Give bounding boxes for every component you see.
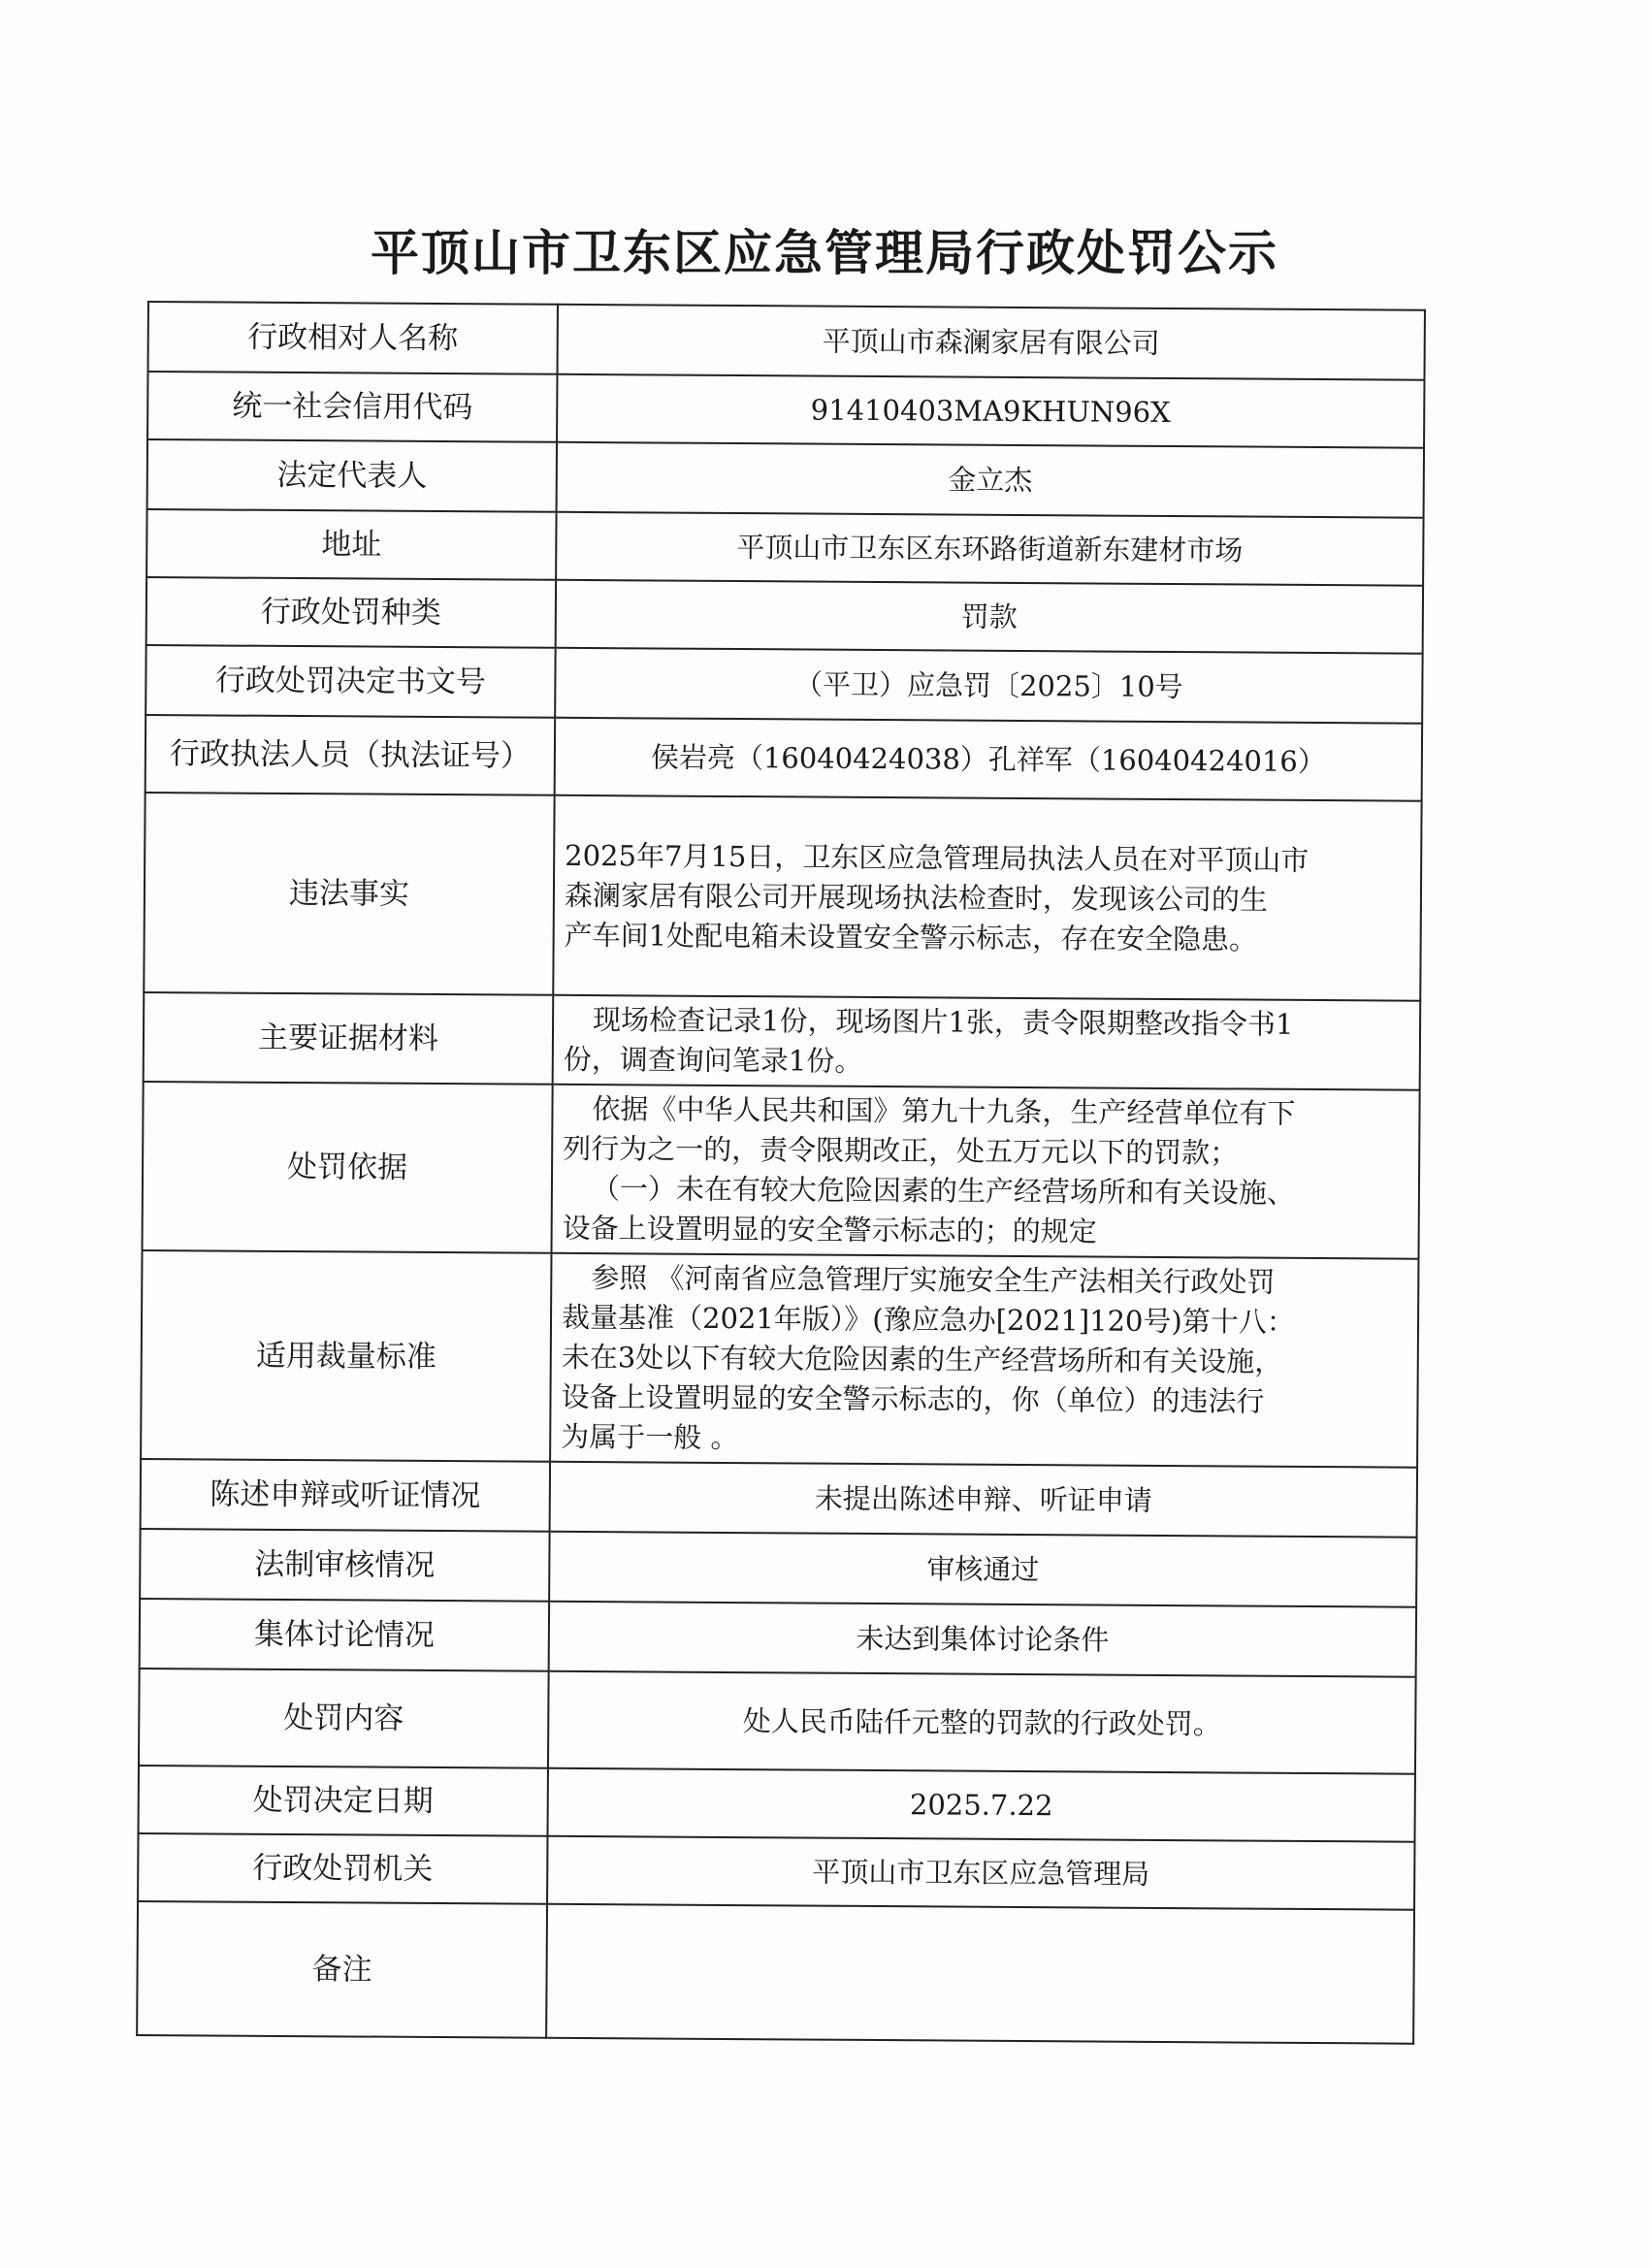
paragraph-line: （一）未在有较大危险因素的生产经营场所和有关设施、 — [591, 1172, 1296, 1210]
row-value-decision-number: （平卫）应急罚〔2025〕10号 — [555, 648, 1422, 724]
row-label-address: 地址 — [146, 509, 556, 580]
row-label-party-name: 行政相对人名称 — [148, 302, 558, 374]
table-row — [146, 577, 1423, 654]
table-row — [137, 1901, 1414, 2044]
row-label-penalty-type: 行政处罚种类 — [146, 577, 556, 648]
row-label-violation-facts: 违法事实 — [144, 793, 554, 995]
row-value-legal-rep: 金立杰 — [557, 442, 1424, 518]
row-value-statement-hearing: 未提出陈述申辩、听证申请 — [550, 1462, 1417, 1538]
table-row — [144, 992, 1421, 1090]
table-row — [139, 1669, 1416, 1774]
table-row — [144, 793, 1421, 1001]
paragraph-line: 依据《中华人民共和国》第九十九条，生产经营单位有下 — [592, 1092, 1296, 1130]
table-row — [143, 1082, 1420, 1259]
paragraph-line: 裁量基准（2021年版）》(豫应急办[2021]120号)第十八： — [561, 1300, 1295, 1339]
penalty-table — [136, 301, 1426, 2045]
row-value-penalty-type: 罚款 — [556, 580, 1423, 654]
row-label-authority: 行政处罚机关 — [138, 1833, 547, 1904]
paragraph-line: 列行为之一的，责令限期改正，处五万元以下的罚款； — [563, 1131, 1239, 1170]
paragraph-line: 2025年7月15日，卫东区应急管理局执法人员在对平顶山市 — [565, 838, 1310, 877]
penalty-notice-sheet — [136, 301, 1426, 2060]
table-row — [147, 439, 1424, 518]
row-value-decision-date: 2025.7.22 — [548, 1768, 1415, 1842]
page-title: 平顶山市卫东区应急管理局行政处罚公示 — [371, 225, 1278, 281]
row-value-credit-code: 91410403MA9KHUN96X — [557, 374, 1424, 448]
row-label-penalty-content: 处罚内容 — [139, 1669, 549, 1768]
table-row — [148, 302, 1425, 380]
row-label-evidence: 主要证据材料 — [144, 992, 554, 1085]
paragraph-line: 份，调查询问笔录1份。 — [563, 1042, 863, 1078]
row-value-legal-basis — [551, 1085, 1419, 1259]
table-row — [141, 1459, 1417, 1538]
row-value-authority: 平顶山市卫东区应急管理局 — [547, 1836, 1414, 1910]
row-label-credit-code: 统一社会信用代码 — [147, 372, 557, 442]
table-row — [139, 1766, 1415, 1842]
table-row — [138, 1833, 1414, 1910]
table-row — [141, 1250, 1418, 1468]
row-value-penalty-content: 处人民币陆仟元整的罚款的行政处罚。 — [548, 1671, 1416, 1774]
row-value-evidence — [553, 995, 1421, 1090]
table-row — [146, 509, 1423, 586]
paragraph-line: 为属于一般 。 — [561, 1419, 739, 1455]
table-row — [146, 645, 1422, 724]
row-label-decision-date: 处罚决定日期 — [139, 1766, 548, 1836]
paragraph-line: 现场检查记录1份，现场图片1张，责令限期整改指令书1 — [592, 1003, 1294, 1041]
row-label-enforcement-officers: 行政执法人员（执法证号） — [146, 715, 556, 795]
paragraph-line: 未在3处以下有较大危险因素的生产经营场所和有关设施， — [561, 1340, 1283, 1378]
paragraph-line: 设备上设置明显的安全警示标志的；的规定 — [562, 1211, 1097, 1248]
table-row — [140, 1529, 1416, 1607]
paragraph-line: 森澜家居有限公司开展现场执法检查时，发现该公司的生 — [564, 878, 1269, 917]
table-row — [140, 1599, 1416, 1677]
row-value-enforcement-officers: 侯岩亮（16040424038）孔祥军（16040424016） — [555, 718, 1423, 801]
row-value-violation-facts — [553, 795, 1421, 1001]
row-value-legal-review: 审核通过 — [549, 1532, 1416, 1607]
paragraph-line: 产车间1处配电箱未设置安全警示标志，存在安全隐患。 — [564, 918, 1258, 956]
row-value-party-name: 平顶山市森澜家居有限公司 — [558, 305, 1425, 380]
row-label-legal-basis: 处罚依据 — [143, 1082, 553, 1253]
row-value-address: 平顶山市卫东区东环路街道新东建材市场 — [556, 512, 1423, 586]
table-row — [146, 715, 1423, 801]
row-value-collective-discussion: 未达到集体讨论条件 — [549, 1602, 1416, 1677]
row-value-remarks — [546, 1904, 1414, 2044]
row-value-discretion-standard — [550, 1253, 1418, 1468]
row-label-discretion-standard: 适用裁量标准 — [141, 1250, 551, 1462]
table-row — [147, 372, 1424, 448]
paragraph-line: 参照 《河南省应急管理厅实施安全生产法相关行政处罚 — [591, 1261, 1276, 1299]
row-label-remarks: 备注 — [137, 1901, 547, 2038]
row-label-statement-hearing: 陈述申辩或听证情况 — [141, 1459, 550, 1532]
row-label-legal-review: 法制审核情况 — [140, 1529, 549, 1602]
paragraph-line: 设备上设置明显的安全警示标志的，你（单位）的违法行 — [561, 1379, 1265, 1418]
row-label-collective-discussion: 集体讨论情况 — [140, 1599, 549, 1671]
row-label-legal-rep: 法定代表人 — [147, 439, 557, 512]
row-label-decision-number: 行政处罚决定书文号 — [146, 645, 555, 718]
